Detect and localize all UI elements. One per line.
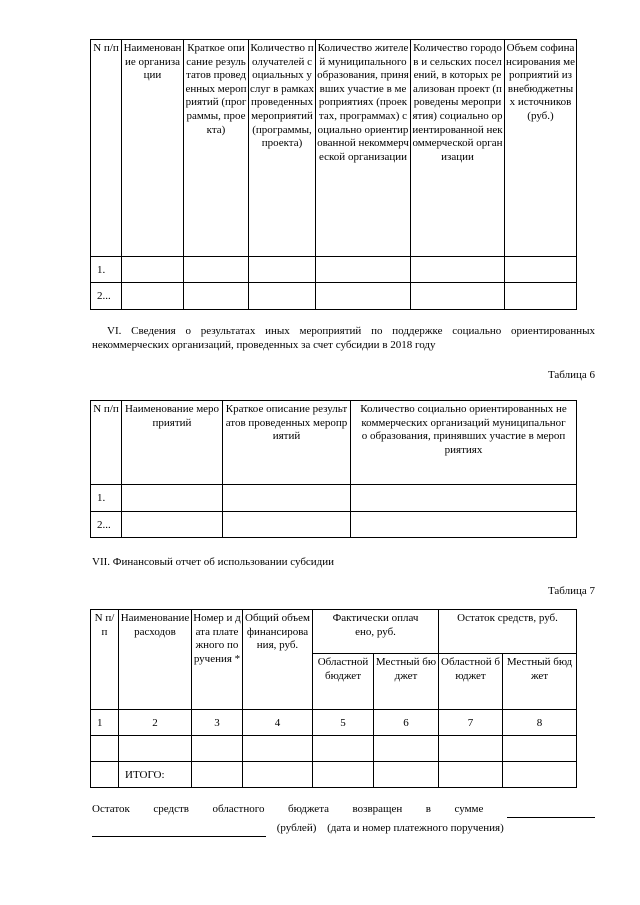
table-cell	[505, 257, 577, 283]
header-num: N п/п	[91, 401, 122, 485]
table-7	[90, 609, 577, 788]
header-paid-regional: Областной бюджет	[313, 654, 374, 710]
header-paid-local: Местный бюджет	[374, 654, 439, 710]
table-row	[91, 283, 577, 310]
row-number: 2...	[91, 283, 122, 310]
footer-word: бюджета	[288, 803, 330, 815]
footer-word: средств	[153, 803, 189, 815]
header-total-financing: Общий объем финансирования, руб.	[243, 610, 313, 710]
total-label: ИТОГО:	[119, 762, 192, 788]
table-cell	[91, 762, 119, 788]
table-cell	[351, 485, 577, 512]
row-number: 1.	[91, 485, 122, 512]
header-events: Наименование мероприятий	[122, 401, 223, 485]
table-cell	[411, 257, 505, 283]
row-number: 2...	[91, 512, 122, 538]
header-recipients: Количество получателей социальных услуг в рамках проведенных мероприятий (программы, проекта)	[249, 40, 316, 257]
table-cell	[223, 485, 351, 512]
column-number: 1	[91, 710, 119, 736]
table-row	[91, 512, 577, 538]
table-cell	[122, 257, 184, 283]
table-cell	[374, 762, 439, 788]
table-cell	[313, 762, 374, 788]
footer-line-2	[92, 822, 595, 837]
header-num: N п/п	[91, 610, 119, 710]
header-num: N п/п	[91, 40, 122, 257]
table-cell	[192, 736, 243, 762]
table-cell	[119, 736, 192, 762]
column-number: 6	[374, 710, 439, 736]
header-residents: Количество жителей муниципального образования, принявших участие в мероприятиях (проектах, программах) социально ориентированной некоммерческой организации	[316, 40, 411, 257]
column-number: 8	[503, 710, 577, 736]
header-remainder-local: Местный бюджет	[503, 654, 577, 710]
table-cell	[243, 736, 313, 762]
table-5	[90, 39, 577, 310]
footer-word: областного	[212, 803, 265, 815]
header-results: Краткое описание результатов проведенных мероприятий	[223, 401, 351, 485]
amount-continuation-line	[92, 822, 266, 837]
header-payment-order: Номер и дата платежного поручения *	[192, 610, 243, 710]
header-remainder: Остаток средств, руб.	[439, 610, 577, 654]
table-cell	[439, 762, 503, 788]
table-row	[91, 736, 577, 762]
header-organizations-count: Количество социально ориентированных некоммерческих организаций муниципального образования, принявших участие в мероприятиях	[351, 401, 577, 485]
payment-note: (дата и номер платежного поручения)	[327, 822, 504, 834]
total-row	[91, 762, 577, 788]
table-row	[91, 485, 577, 512]
table-cell	[223, 512, 351, 538]
table-cell	[122, 512, 223, 538]
table-cell	[91, 736, 119, 762]
table-cell	[316, 283, 411, 310]
table-cell	[184, 283, 249, 310]
column-number: 4	[243, 710, 313, 736]
table-6	[90, 400, 577, 538]
table-cell	[243, 762, 313, 788]
table-row	[91, 257, 577, 283]
section-7-heading: VII. Финансовый отчет об использовании субсидии	[92, 556, 335, 568]
table-cell	[374, 736, 439, 762]
header-results: Краткое описание результатов проведенных мероприятий (программы, проекта)	[184, 40, 249, 257]
column-numbers-row	[91, 710, 577, 736]
header-cofinancing: Объем софинансирования мероприятий из внебюджетных источников (руб.)	[505, 40, 577, 257]
table-cell	[503, 762, 577, 788]
amount-blank-line	[507, 803, 595, 818]
table-cell	[249, 283, 316, 310]
table-6-label: Таблица 6	[547, 369, 595, 381]
column-number: 2	[119, 710, 192, 736]
section-6-heading: VI. Сведения о результатах иных мероприятий по поддержке социально ориентированных некоммерческих организаций, проведенных за счет субсидии в 2018 году	[92, 325, 595, 351]
header-organization: Наименование организации	[122, 40, 184, 257]
header-paid: Фактически оплачено, руб.	[313, 610, 439, 654]
rubles-label: (рублей)	[276, 822, 317, 834]
footer-word: возвращен	[352, 803, 403, 815]
table-cell	[184, 257, 249, 283]
table-cell	[411, 283, 505, 310]
table-cell	[249, 257, 316, 283]
table-cell	[439, 736, 503, 762]
footer-word: в	[425, 803, 431, 815]
column-number: 5	[313, 710, 374, 736]
footer-line-1	[92, 803, 595, 818]
table-cell	[313, 736, 374, 762]
table-cell	[505, 283, 577, 310]
column-number: 7	[439, 710, 503, 736]
table-cell	[192, 762, 243, 788]
header-expense-name: Наименование расходов	[119, 610, 192, 710]
row-number: 1.	[91, 257, 122, 283]
header-settlements: Количество городов и сельских поселений, в которых реализован проект (проведены мероприятия) социально ориентированной некоммерческой организации	[411, 40, 505, 257]
table-cell	[351, 512, 577, 538]
table-cell	[316, 257, 411, 283]
footer-word: Остаток	[92, 803, 130, 815]
table-cell	[122, 485, 223, 512]
footer-word: сумме	[454, 803, 484, 815]
table-cell	[122, 283, 184, 310]
column-number: 3	[192, 710, 243, 736]
table-cell	[503, 736, 577, 762]
header-remainder-regional: Областной бюджет	[439, 654, 503, 710]
table-7-label: Таблица 7	[547, 585, 595, 597]
